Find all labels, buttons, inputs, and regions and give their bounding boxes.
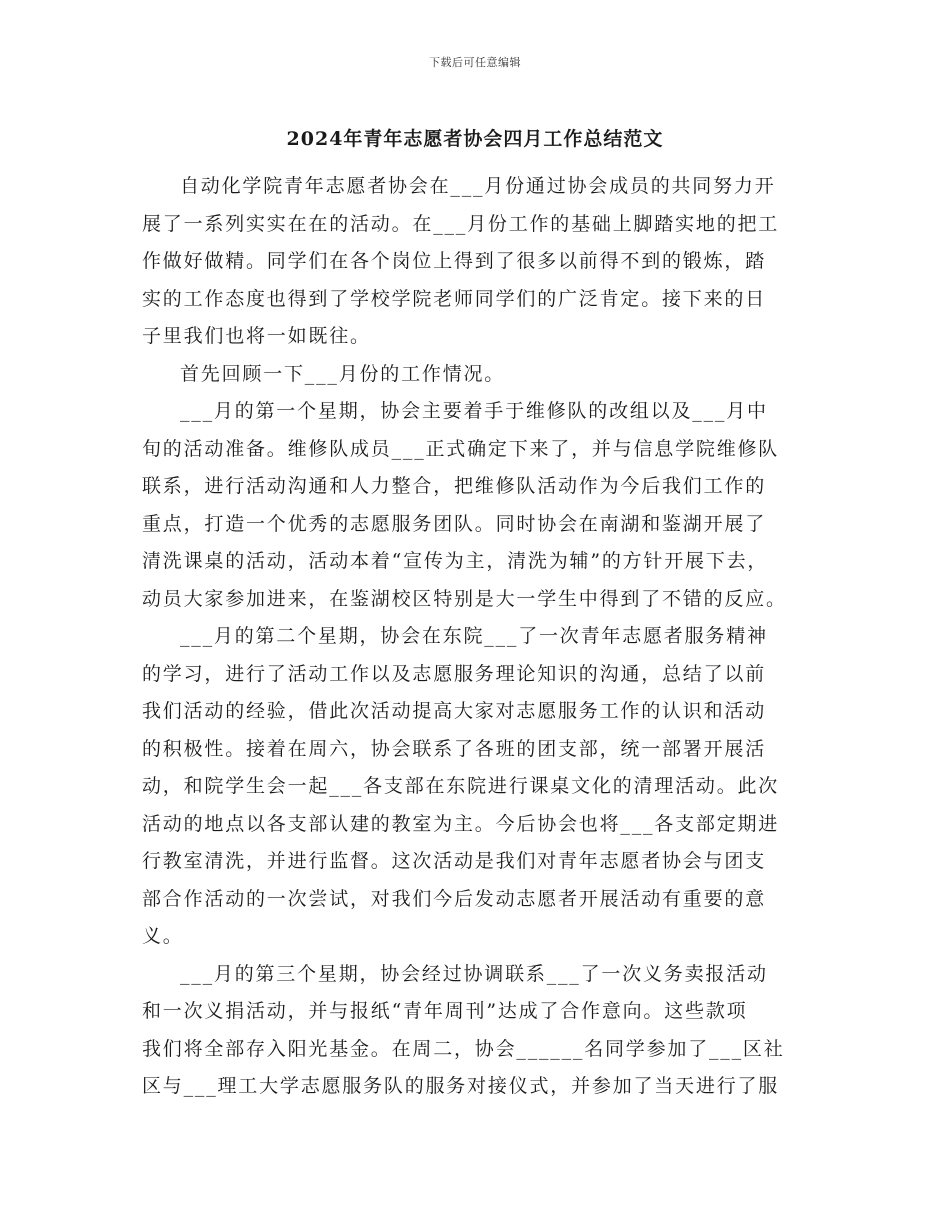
paragraph-line: 动，和院学生会一起___各支部在东院进行课桌文化的清理活动。此次 (142, 775, 780, 797)
paragraph-line: 我们活动的经验，借此次活动提高大家对志愿服务工作的认识和活动 (142, 700, 767, 722)
paragraph-line: 联系，进行活动沟通和人力整合，把维修队活动作为今后我们工作的 (142, 475, 767, 497)
paragraph (142, 956, 826, 1106)
paragraph-line: 清洗课桌的活动，活动本着“宣传为主，清洗为辅”的方针开展下去， (142, 550, 769, 572)
paragraph-line: 展了一系列实实在在的活动。在___月份工作的基础上脚踏实地的把工 (142, 212, 780, 235)
paragraph (142, 356, 826, 394)
paragraph-line: 部合作活动的一次尝试，对我们今后发动志愿者开展活动有重要的意 (142, 887, 767, 910)
paragraph-line: ___月的第二个星期，协会在东院___了一次青年志愿者服务精神 (180, 625, 768, 647)
paragraph-line: 区与___理工大学志愿服务队的服务对接仪式，并参加了当天进行了服 (142, 1075, 780, 1097)
paragraph (142, 393, 826, 618)
paragraph-line: ___月的第一个星期，协会主要着手于维修队的改组以及___月中 (180, 400, 768, 422)
paragraph (142, 168, 826, 356)
paragraph-line: 和一次义捐活动，并与报纸“青年周刊”达成了合作意向。这些款项 (142, 1000, 748, 1022)
paragraph-line: 的积极性。接着在周六，协会联系了各班的团支部，统一部署开展活 (142, 737, 767, 760)
paragraph-line: 重点，打造一个优秀的志愿服务团队。同时协会在南湖和鉴湖开展了 (142, 512, 767, 535)
paragraph-line: 我们将全部存入阳光基金。在周二，协会______名同学参加了___区社 (142, 1037, 785, 1060)
paragraph-line: 义。 (142, 925, 184, 947)
document-title: 2024年青年志愿者协会四月工作总结范文 (286, 128, 664, 150)
paragraph-line: 的学习，进行了活动工作以及志愿服务理论知识的沟通，总结了以前 (142, 662, 767, 685)
header-note: 下载后可任意编辑 (429, 56, 521, 69)
paragraph-line: 活动的地点以各支部认建的教室为主。今后协会也将___各支部定期进 (142, 812, 780, 835)
paragraph-line: 实的工作态度也得到了学校学院老师同学们的广泛肯定。接下来的日 (142, 287, 767, 310)
paragraph-line: ___月的第三个星期，协会经过协调联系___了一次义务卖报活动 (180, 962, 768, 985)
paragraph-line: 作做好做精。同学们在各个岗位上得到了很多以前得不到的锻炼，踏 (142, 250, 767, 272)
paragraph-line: 旬的活动准备。维修队成员___正式确定下来了，并与信息学院维修队 (142, 437, 780, 460)
paragraph-line: 自动化学院青年志愿者协会在___月份通过协会成员的共同努力开 (180, 175, 776, 197)
paragraph-line: 动员大家参加进来，在鉴湖校区特别是大一学生中得到了不错的反应。 (142, 587, 787, 610)
paragraph (142, 618, 826, 956)
paragraph-line: 首先回顾一下___月份的工作情况。 (180, 362, 506, 385)
document-body (142, 168, 826, 1106)
paragraph-line: 子里我们也将一如既往。 (142, 325, 371, 347)
paragraph-line: 行教室清洗，并进行监督。这次活动是我们对青年志愿者协会与团支 (142, 850, 767, 872)
